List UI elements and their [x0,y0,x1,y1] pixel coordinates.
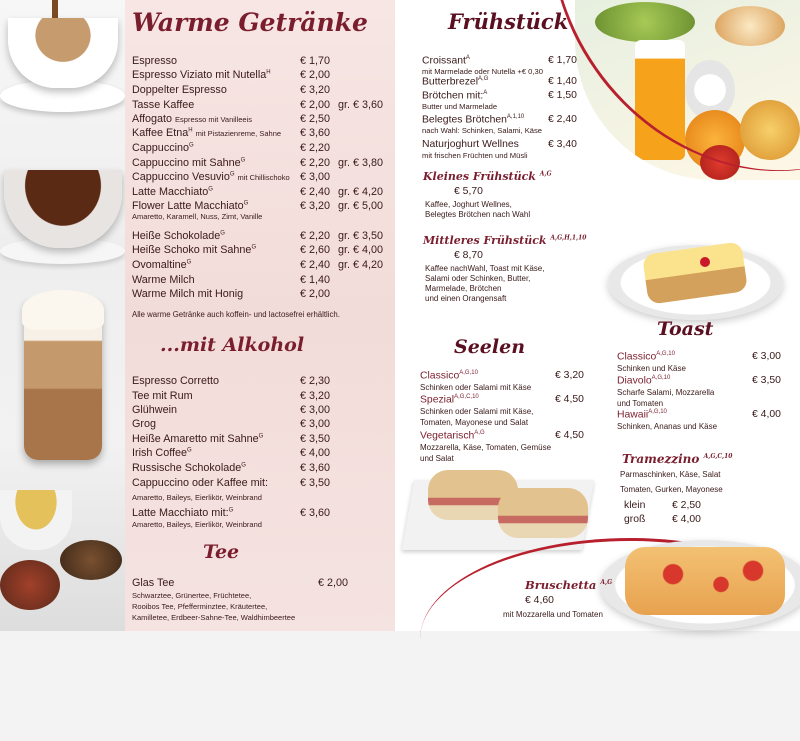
item-name-text: Cappuccino mit Sahne [132,157,241,169]
mittleres-line: Salami oder Schinken, Butter, [425,274,531,283]
item-price: € 3,00 [300,404,331,416]
tramezzino-size [624,500,701,511]
item-price-large: gr. € 3,60 [338,99,384,111]
item-name-text: Hawaii [617,409,649,421]
allergen-code: G [258,433,264,440]
item-name-text: Espresso [132,55,178,67]
item-price: € 2,20 [300,142,331,154]
allergen-code: G [220,230,225,237]
item-name [132,507,233,519]
tea-leaves-image [60,540,122,580]
item-note: Mozzarella, Käse, Tomaten, Gemüse [420,443,552,452]
hot-chocolate-image [4,170,122,248]
item-note: mit Pistazienreme, Sahne [195,129,282,138]
allergen-code: G [208,186,213,193]
item-name [132,69,271,81]
allergen-code: A,G,10 [656,351,675,357]
item-price: € 3,50 [752,375,781,386]
item-price: € 3,50 [300,433,331,445]
item-name-text: Tasse Kaffee [132,99,195,111]
allergen-code: G [243,200,249,207]
item-price-large: gr. € 3,50 [338,230,384,242]
kleines-title [423,170,552,183]
menu-item [422,114,524,125]
tea-leaves-image [0,560,60,610]
item-price: € 1,40 [300,274,331,286]
item-note: mit frischen Früchten und Müsli [422,151,528,160]
item-name [132,157,245,169]
tee-line: Schwarztee, Grünertee, Früchtetee, [132,591,252,600]
allergen-code: A [465,55,470,61]
item-name-text: Heiße Schoko mit Sahne [132,244,252,256]
item-name-text: Flower Latte Macchiato [132,200,244,212]
item-name [132,113,252,125]
bruschetta-allergens: A,G [600,579,613,587]
item-price: € 3,50 [300,477,331,489]
item-name-text: Cappuccino [132,142,190,154]
item-price-large: gr. € 3,80 [338,157,384,169]
item-price: € 3,60 [300,507,331,519]
item-price: € 2,20 [300,230,331,242]
menu-item [617,351,675,362]
item-name [132,230,225,242]
mittleres-allergens: A,G,H,1,10 [550,234,587,242]
kleines-allergens: A,G [539,170,552,178]
item-name [132,404,177,416]
item-price-large: gr. € 4,20 [338,259,384,271]
item-name [132,418,156,430]
menu-item [420,394,479,405]
tramezzino-line: Parmaschinken, Käse, Salat [620,470,721,479]
allergen-code: A [483,90,488,96]
item-note: Schinken, Ananas und Käse [617,422,718,431]
kleines-price: € 5,70 [454,186,483,197]
item-name-text: Cappuccino oder Kaffee mit: [132,477,269,489]
tea-cup-image [0,490,72,550]
menu-item [420,430,485,441]
menu-item [617,375,670,386]
seelen-title: Seelen [454,336,526,358]
alkohol-note: Amaretto, Baileys, Eierlikör, Weinbrand [132,493,262,502]
item-price: € 2,60 [300,244,331,256]
allergen-code: G [228,507,234,514]
item-note: und Salat [420,454,454,463]
item-price: € 2,40 [300,259,331,271]
item-name-text: Kaffee Etna [132,127,189,139]
item-name-text: Russische Schokolade [132,462,242,474]
item-name-text: Classico [420,370,460,382]
allergen-code: H [188,127,193,134]
menu-item [420,370,478,381]
bruschetta-title [525,578,612,592]
item-name-text: Warme Milch [132,274,195,286]
item-price-large: gr. € 4,20 [338,186,384,198]
item-price: € 4,50 [555,394,584,405]
tramezzino-size [624,514,701,525]
cherry-image [700,257,710,267]
item-name-text: Heiße Amaretto mit Sahne [132,433,259,445]
item-name-text: Vegetarisch [420,430,475,442]
item-name-text: Classico [617,351,657,363]
bruschetta-note: mit Mozzarella und Tomaten [503,610,603,619]
whipped-cream-image [22,290,104,330]
allergen-code: G [189,142,194,149]
allergen-code: G [229,171,235,178]
kleines-line: Kaffee, Joghurt Wellnes, [425,200,512,209]
item-name [132,186,213,198]
item-note: Butter und Marmelade [422,102,498,111]
item-price: € 3,20 [555,370,584,381]
item-price: € 3,00 [752,351,781,362]
item-name [132,274,195,286]
allergen-code: G [240,157,246,164]
tramezzino-title-text: Tramezzino [622,452,700,466]
allergen-code: G [187,447,192,454]
allergen-code: A,G [478,76,489,82]
item-price-large: gr. € 5,00 [338,200,384,212]
item-note: und Tomaten [617,399,664,408]
item-note: mit Marmelade oder Nutella +€ 0,30 [422,67,543,76]
item-price: € 2,00 [300,69,331,81]
menu-item [617,409,667,420]
item-name-text: Tee mit Rum [132,390,193,402]
item-price: € 2,40 [548,114,577,125]
toast-title: Toast [657,318,714,340]
item-price: € 1,50 [548,90,577,101]
size-price: € 4,00 [672,514,701,525]
allergen-code: G [186,259,192,266]
item-name-text: Affogato [132,113,173,125]
size-label: groß [624,514,646,525]
item-name-text: Irish Coffee [132,447,188,459]
bruschetta-title-text: Bruschetta [525,578,597,592]
tramezzino-line: Tomaten, Gurken, Mayonese [620,485,723,494]
bruschetta-image [625,547,785,615]
item-note: mit Chillischoko [237,173,290,182]
item-price: € 3,40 [548,139,577,150]
item-price: € 3,00 [300,171,331,183]
item-name [132,447,192,459]
bruschetta-price: € 4,60 [525,595,554,606]
mittleres-line: und einen Orangensaft [425,294,507,303]
item-price: € 3,60 [300,127,331,139]
item-price: € 2,00 [318,577,349,589]
item-price-large: gr. € 4,00 [338,244,384,256]
item-name [132,84,227,96]
warme-footnote: Alle warme Getränke auch koffein- und lactosefrei erhältlich. [132,310,340,319]
size-price: € 2,50 [672,500,701,511]
item-price: € 2,50 [300,113,331,125]
item-name-text: Belegtes Brötchen [422,114,507,126]
item-name [132,99,194,111]
item-name-text: Spezial [420,394,455,406]
item-price: € 1,70 [300,55,331,67]
kleines-title-text: Kleines Frühstück [423,170,536,183]
size-label: klein [624,500,646,511]
item-price: € 1,40 [548,76,577,87]
allergen-code: H [266,69,271,76]
item-name [132,375,219,387]
mittleres-title [423,234,586,247]
item-price: € 4,00 [300,447,331,459]
sandwich-image [408,470,598,550]
allergen-code: A,G [474,430,485,436]
item-price: € 2,30 [300,375,331,387]
item-price: € 2,20 [300,157,331,169]
item-name [132,477,268,489]
item-name-text: Grog [132,418,157,430]
alkohol-note: Amaretto, Baileys, Eierlikör, Weinbrand [132,520,262,529]
item-note: nach Wahl: Schinken, Salami, Käse [422,126,543,135]
item-price: € 2,40 [300,186,331,198]
item-note: Schinken und Käse [617,364,686,373]
item-name-text: Latte Macchiato mit: [132,507,229,519]
item-name-text: Ovomaltine [132,259,187,271]
item-note: Schinken oder Salami mit Käse [420,383,532,392]
item-price: € 3,20 [300,200,331,212]
item-name [132,55,177,67]
kleines-line: Belegtes Brötchen nach Wahl [425,210,531,219]
item-price: € 4,50 [555,430,584,441]
mittleres-title-text: Mittleres Frühstück [423,234,547,247]
allergen-code: A,1,10 [506,114,525,120]
item-name-text: Brötchen mit: [422,90,484,102]
item-name [132,288,243,300]
item-note: Schinken oder Salami mit Käse, [420,407,534,416]
item-name [132,244,256,256]
item-name [132,142,194,154]
item-name-text: Latte Macchiato [132,186,209,198]
menu-item [422,90,487,101]
item-price: € 1,70 [548,55,577,66]
item-name-text: Doppelter Espresso [132,84,227,96]
item-name-text: Cappuccino Vesuvio [132,171,230,183]
allergen-code: A,G,10 [459,370,478,376]
flower-note: Amaretto, Karamell, Nuss, Zimt, Vanille [132,212,263,221]
item-price: € 2,00 [300,288,331,300]
allergen-code: A,G,10 [651,375,671,381]
item-name-text: Butterbrezel [422,76,479,88]
alkohol-title: ...mit Alkohol [160,334,305,356]
item-name-text: Croissant [422,55,466,67]
item-name-text: Glühwein [132,404,178,416]
item-price: € 3,60 [300,462,331,474]
allergen-code: A,G,C,10 [454,394,479,400]
item-price: € 3,20 [300,84,331,96]
allergen-code: A,G,10 [648,409,667,415]
item-name [132,462,246,474]
menu-item [422,55,470,66]
item-price: € 2,00 [300,99,331,111]
item-name [132,127,281,139]
item-price: € 4,00 [752,409,781,420]
item-name-text: Naturjoghurt Wellnes [422,139,519,150]
mittleres-line: Kaffee nachWahl, Toast mit Käse, [425,264,545,273]
espresso-cup-image [8,18,118,88]
tee-line: Kamilletee, Erdbeer-Sahne-Tee, Waldhimbeertee [132,613,296,622]
item-name-text: Warme Milch mit Honig [132,288,244,300]
item-price: € 3,00 [300,418,331,430]
item-note: Tomaten, Mayonese und Salat [420,418,529,427]
fruehstueck-title: Frühstück [448,9,569,34]
tee-title: Tee [203,541,240,563]
item-name-text: Espresso Viziato mit Nutella [132,69,267,81]
tramezzino-allergens: A,G,C,10 [703,453,733,460]
mittleres-line: Marmelade, Brötchen [425,284,502,293]
item-name: Glas Tee [132,577,175,589]
allergen-code: G [251,244,257,251]
item-name [132,171,290,183]
item-name [132,259,191,271]
allergen-code: G [241,462,246,469]
tee-line: Rooibos Tee, Pfefferminztee, Kräutertee, [132,602,268,611]
item-note: Espresso mit Vanilleeis [175,115,253,124]
menu-item [422,76,488,87]
item-name [132,200,248,212]
menu-item [422,139,519,150]
item-note: Scharfe Salami, Mozzarella [617,388,715,397]
item-name [132,390,193,402]
item-name-text: Heiße Schokolade [132,230,221,242]
tramezzino-title [622,452,732,466]
mittleres-price: € 8,70 [454,250,483,261]
item-price: € 3,20 [300,390,331,402]
photo-strip [0,0,125,631]
warme-title: Warme Getränke [132,8,368,37]
item-name [132,433,263,445]
item-name-text: Espresso Corretto [132,375,220,387]
item-name-text: Diavolo [617,375,652,387]
